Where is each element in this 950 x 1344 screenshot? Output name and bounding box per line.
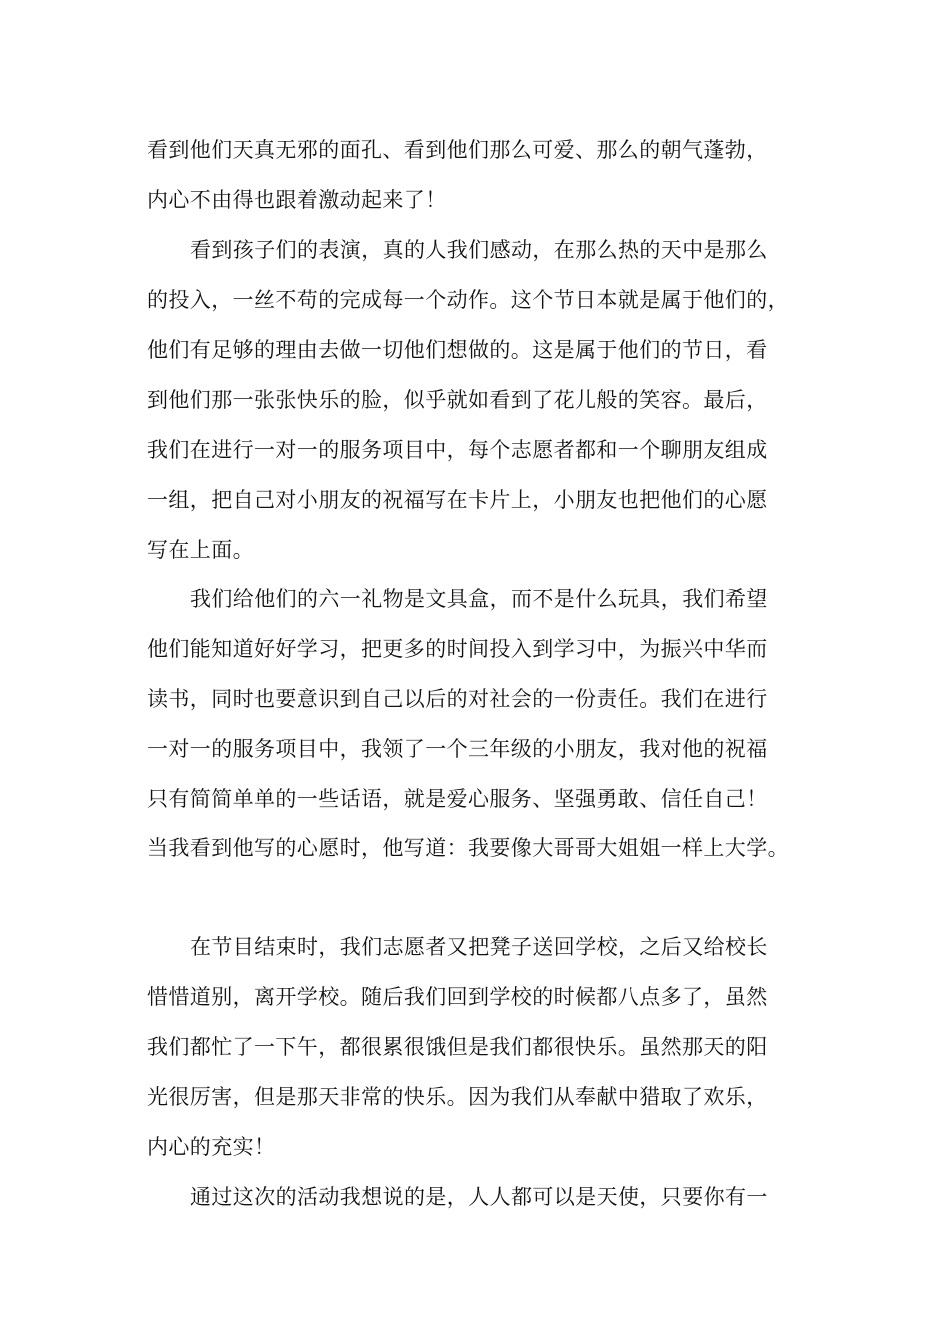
text-line: 光很厉害，但是那天非常的快乐。因为我们从奉献中猎取了欢乐， <box>147 1085 768 1109</box>
text-line: 一组，把自己对小朋友的祝福写在卡片上，小朋友也把他们的心愿 <box>147 488 768 512</box>
text-line: 他们有足够的理由去做一切他们想做的。这是属于他们的节日，看 <box>147 338 768 362</box>
text-line: 惜惜道别，离开学校。随后我们回到学校的时候都八点多了，虽然 <box>147 985 768 1009</box>
paragraph-start-line: 我们给他们的六一礼物是文具盒，而不是什么玩具，我们希望 <box>190 587 768 611</box>
text-line: 写在上面。 <box>147 538 254 562</box>
text-line: 读书，同时也要意识到自己以后的对社会的一份责任。我们在进行 <box>147 687 768 711</box>
text-line: 只有简简单单的一些话语，就是爱心服务、坚强勇敢、信任自己！ <box>147 787 768 811</box>
text-line: 一对一的服务项目中，我领了一个三年级的小朋友，我对他的祝福 <box>147 737 768 761</box>
text-line: 看到他们天真无邪的面孔、看到他们那么可爱、那么的朝气蓬勃， <box>147 138 768 162</box>
paragraph-start-line: 在节目结束时，我们志愿者又把凳子送回学校，之后又给校长 <box>190 935 768 959</box>
text-line: 他们能知道好好学习，把更多的时间投入到学习中，为振兴中华而 <box>147 637 768 661</box>
paragraph-start-line: 通过这次的活动我想说的是，人人都可以是天使，只要你有一 <box>190 1185 768 1209</box>
text-line: 当我看到他写的心愿时，他写道：我要像大哥哥大姐姐一样上大学。 <box>147 836 789 860</box>
text-line: 我们在进行一对一的服务项目中，每个志愿者都和一个聊朋友组成 <box>147 438 768 462</box>
text-line: 到他们那一张张快乐的脸，似乎就如看到了花儿般的笑容。最后， <box>147 388 768 412</box>
text-line: 我们都忙了一下午，都很累很饿但是我们都很快乐。虽然那天的阳 <box>147 1035 768 1059</box>
text-line: 的投入，一丝不苟的完成每一个动作。这个节日本就是属于他们的， <box>147 288 789 312</box>
text-line: 内心的充实！ <box>147 1135 276 1159</box>
paragraph-start-line: 看到孩子们的表演，真的人我们感动，在那么热的天中是那么 <box>190 238 768 262</box>
text-line: 内心不由得也跟着激动起来了！ <box>147 188 447 212</box>
